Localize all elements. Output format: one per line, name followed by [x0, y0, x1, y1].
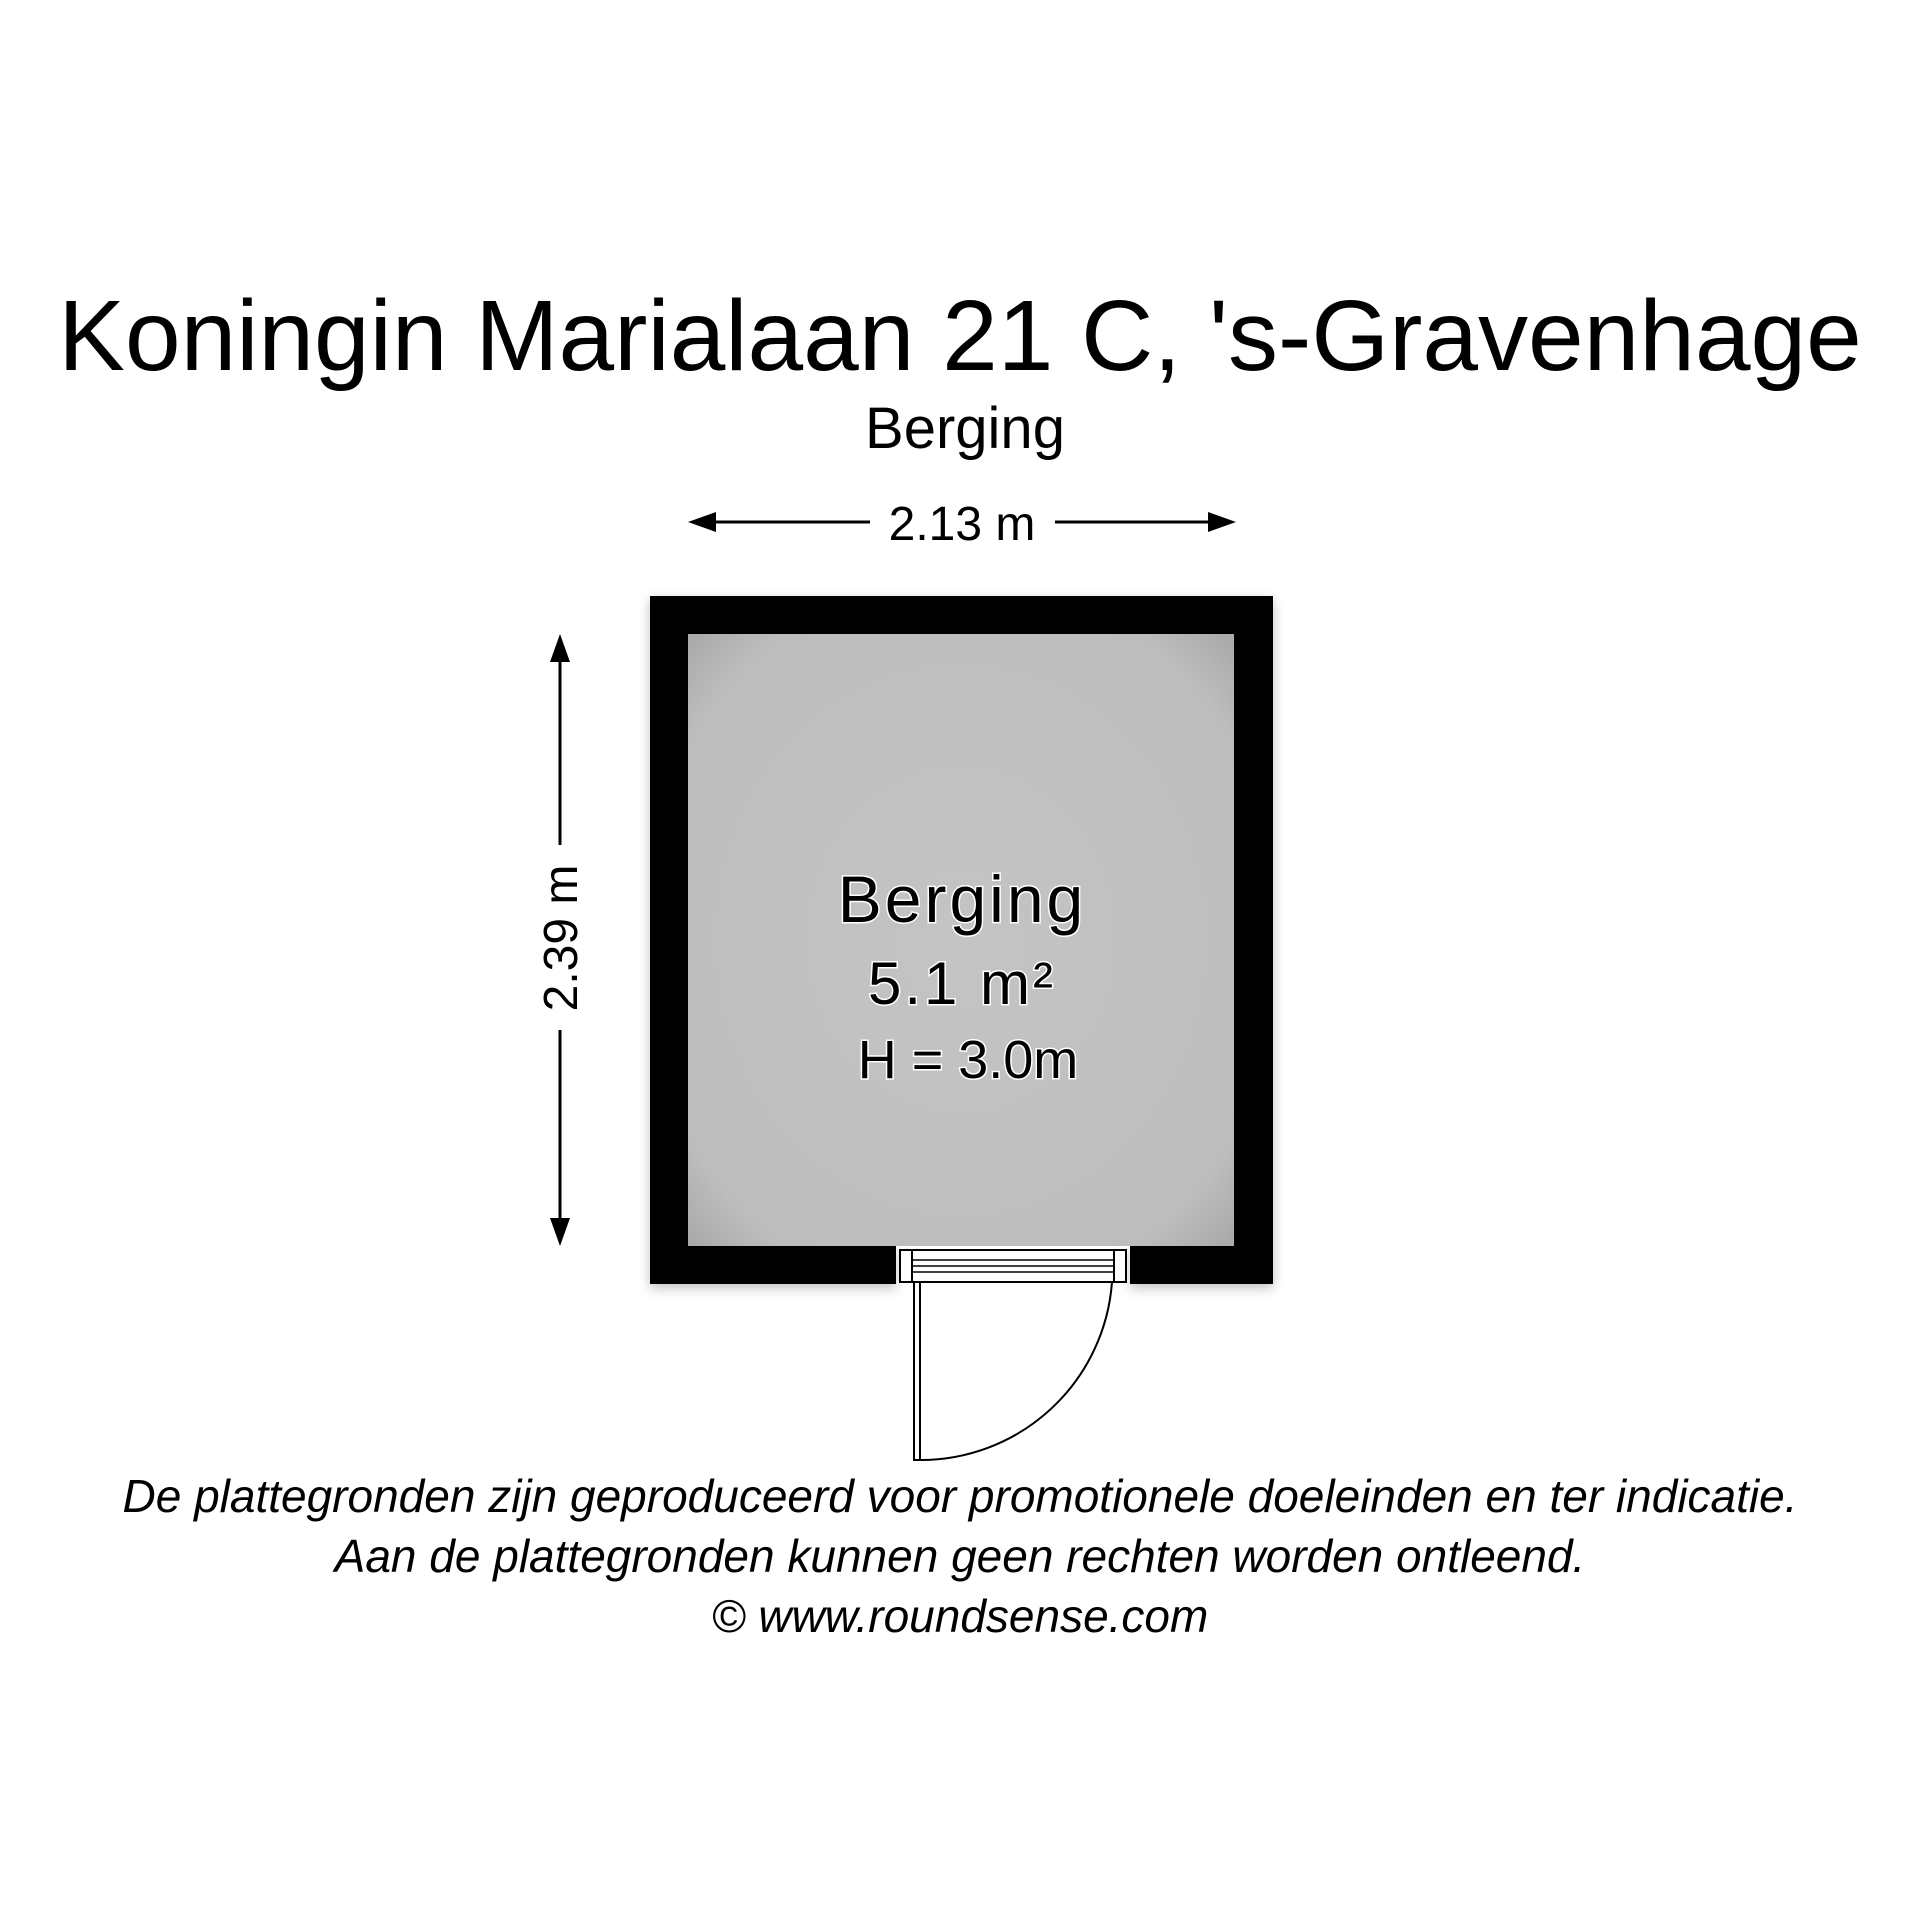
arrow-right-icon — [1208, 512, 1236, 532]
copyright: © www.roundsense.com — [711, 1590, 1209, 1642]
room-name: Berging — [837, 862, 1087, 936]
door — [900, 1250, 1126, 1460]
door-jamb-left — [900, 1250, 912, 1282]
arrow-down-icon — [550, 1218, 570, 1246]
width-dimension — [688, 498, 1236, 551]
height-dimension — [535, 634, 588, 1246]
arrow-left-icon — [688, 512, 716, 532]
room-floor — [688, 634, 1234, 1246]
width-label: 2.13 m — [888, 498, 1036, 551]
disclaimer-line-2: Aan de plattegronden kunnen geen rechten worden ontleend. — [334, 1530, 1586, 1582]
floor-subtitle: Berging — [865, 396, 1065, 461]
height-label: 2.39 m — [535, 864, 588, 1012]
arrow-up-icon — [550, 634, 570, 662]
door-swing-arc — [920, 1282, 1112, 1460]
disclaimer — [0, 1466, 1920, 1646]
room-ceiling-height: H = 3.0m — [857, 1030, 1079, 1090]
disclaimer-line-1: De plattegronden zijn geproduceerd voor promotionele doeleinden en ter indicatie. — [122, 1470, 1798, 1522]
room-area: 5.1 m² — [867, 950, 1057, 1017]
door-leaf — [914, 1282, 920, 1460]
page-title: Koningin Marialaan 21 C, 's-Gravenhage — [58, 280, 1862, 392]
door-jamb-right — [1114, 1250, 1126, 1282]
